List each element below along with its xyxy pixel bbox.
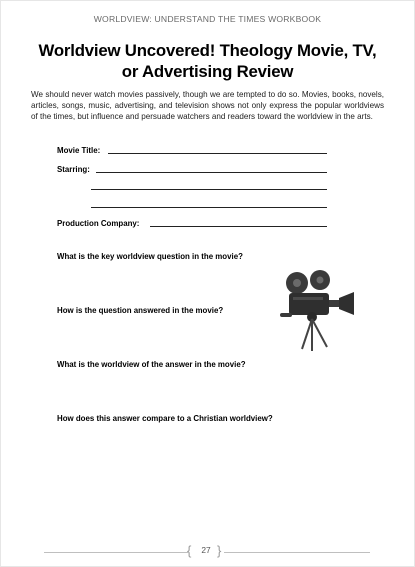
question-4: How does this answer compare to a Christian worldview? <box>57 414 273 423</box>
starring-line-3[interactable] <box>91 207 327 208</box>
production-company-label: Production Company: <box>57 219 140 228</box>
starring-line-1[interactable] <box>96 172 327 173</box>
starring-line-2[interactable] <box>91 189 327 190</box>
question-1: What is the key worldview question in the movie? <box>57 252 243 261</box>
intro-paragraph: We should never watch movies passively, though we are tempted to do so. Movies, books, novels, articles, songs, music, advertising, and television shows not only express the popular worldviews of the times, but influence and persuade watchers and readers toward the worldview in the arts. <box>31 90 384 122</box>
starring-label: Starring: <box>57 165 90 174</box>
production-company-line[interactable] <box>150 226 327 227</box>
footer-bracket-right: } <box>217 543 222 558</box>
question-3: What is the worldview of the answer in the movie? <box>57 360 246 369</box>
movie-title-line[interactable] <box>108 153 327 154</box>
movie-title-label: Movie Title: <box>57 146 101 155</box>
page-number: 27 <box>201 545 211 555</box>
question-2: How is the question answered in the movie? <box>57 306 224 315</box>
footer-rule-left <box>44 552 188 553</box>
footer-rule-right <box>224 552 370 553</box>
running-header: WORLDVIEW: UNDERSTAND THE TIMES WORKBOOK <box>93 14 322 24</box>
title-line-1: Worldview Uncovered! Theology Movie, TV, <box>38 41 377 60</box>
movie-camera-icon <box>272 267 362 353</box>
title-line-2: or Advertising Review <box>121 62 294 81</box>
page-title <box>20 40 395 82</box>
footer-bracket-left: { <box>187 543 192 558</box>
